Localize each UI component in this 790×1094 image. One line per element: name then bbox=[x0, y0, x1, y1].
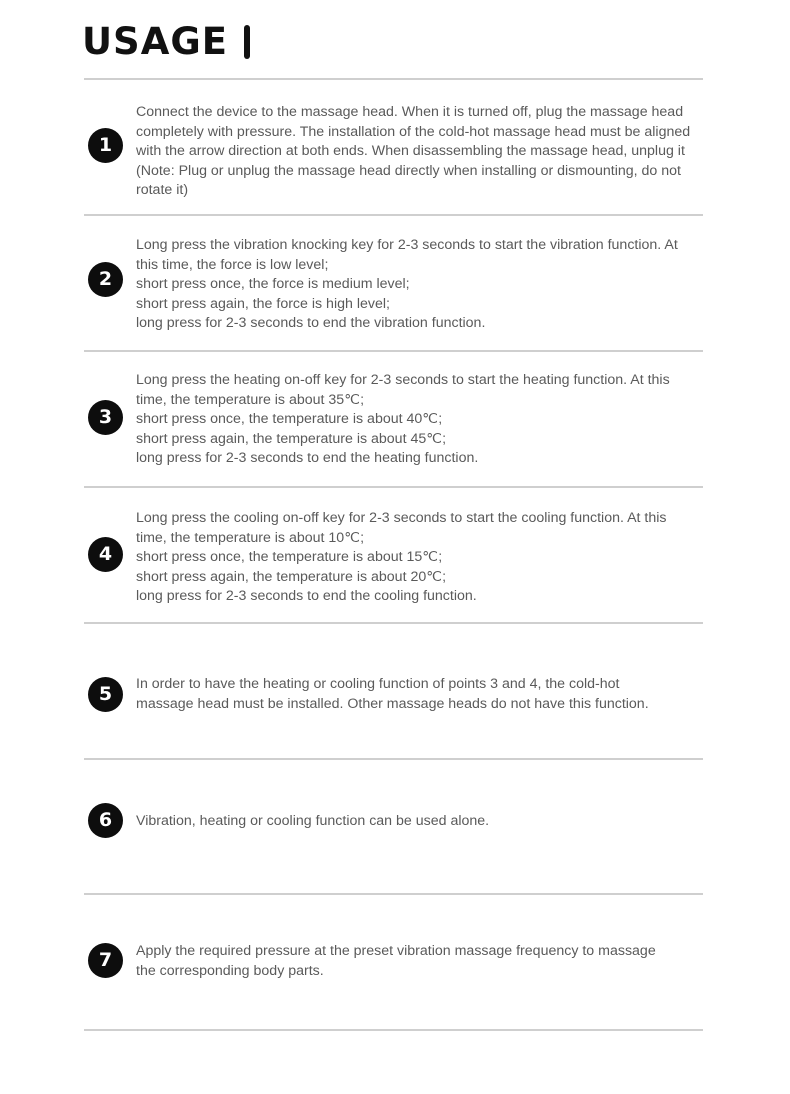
text-line: this time, the force is low level; bbox=[136, 256, 329, 273]
usage-item-text bbox=[136, 236, 716, 334]
divider bbox=[84, 622, 703, 624]
text-line: short press once, the force is medium level; bbox=[136, 276, 410, 293]
step-number-badge: 5 bbox=[88, 677, 123, 712]
text-line: short press again, the temperature is about 45℃; bbox=[136, 430, 447, 447]
text-line: (Note: Plug or unplug the massage head directly when installing or dismounting, do not bbox=[136, 162, 681, 179]
text-line: long press for 2-3 seconds to end the cooling function. bbox=[136, 588, 477, 605]
usage-item-1 bbox=[84, 103, 712, 203]
usage-item-text bbox=[136, 812, 716, 832]
text-line: short press once, the temperature is about 40℃; bbox=[136, 411, 443, 428]
text-line: long press for 2-3 seconds to end the vibration function. bbox=[136, 315, 486, 332]
usage-item-text bbox=[136, 942, 716, 981]
step-number-badge: 6 bbox=[88, 803, 123, 838]
step-number-badge: 2 bbox=[88, 262, 123, 297]
text-line: rotate it) bbox=[136, 182, 189, 199]
text-line: Connect the device to the massage head. When it is turned off, plug the massage head bbox=[136, 104, 684, 120]
text-line: Apply the required pressure at the preset vibration massage frequency to massage bbox=[136, 943, 656, 959]
text-line: Vibration, heating or cooling function can be used alone. bbox=[136, 813, 490, 829]
text-line: with the arrow direction at both ends. When disassembling the massage head, unplug it bbox=[136, 143, 685, 160]
divider bbox=[84, 893, 703, 895]
divider bbox=[84, 758, 703, 760]
usage-item-2 bbox=[84, 236, 712, 336]
text-line: time, the temperature is about 10℃; bbox=[136, 529, 365, 546]
usage-item-5 bbox=[84, 675, 712, 720]
usage-item-text bbox=[136, 371, 716, 469]
text-line: completely with pressure. The installation of the cold-hot massage head must be aligned bbox=[136, 123, 691, 140]
usage-item-4 bbox=[84, 509, 712, 609]
usage-item-3 bbox=[84, 371, 712, 471]
usage-item-6 bbox=[84, 803, 712, 843]
text-line: the corresponding body parts. bbox=[136, 962, 324, 979]
divider bbox=[84, 78, 703, 80]
text-line: In order to have the heating or cooling function of points 3 and 4, the cold-hot bbox=[136, 676, 620, 692]
step-number-badge: 1 bbox=[88, 128, 123, 163]
step-number-badge: 7 bbox=[88, 943, 123, 978]
page-title-text: USAGE bbox=[82, 20, 228, 63]
step-number-badge: 3 bbox=[88, 400, 123, 435]
usage-item-text bbox=[136, 675, 716, 714]
text-line: long press for 2-3 seconds to end the heating function. bbox=[136, 450, 479, 467]
divider bbox=[84, 486, 703, 488]
text-line: short press once, the temperature is about 15℃; bbox=[136, 549, 443, 566]
step-number-badge: 4 bbox=[88, 537, 123, 572]
divider bbox=[84, 1029, 703, 1031]
text-line: time, the temperature is about 35℃; bbox=[136, 391, 365, 408]
usage-item-text bbox=[136, 103, 716, 201]
page-title bbox=[82, 18, 250, 66]
text-line: massage head must be installed. Other massage heads do not have this function. bbox=[136, 695, 649, 712]
text-line: Long press the cooling on-off key for 2-3 seconds to start the cooling function. At this bbox=[136, 510, 667, 526]
divider bbox=[84, 214, 703, 216]
text-line: short press again, the force is high level; bbox=[136, 295, 390, 312]
text-line: short press again, the temperature is about 20℃; bbox=[136, 568, 447, 585]
usage-item-7 bbox=[84, 942, 712, 987]
text-line: Long press the heating on-off key for 2-3 seconds to start the heating function. At this bbox=[136, 372, 670, 388]
title-accent-bar bbox=[244, 25, 250, 59]
divider bbox=[84, 350, 703, 352]
usage-item-text bbox=[136, 509, 716, 607]
text-line: Long press the vibration knocking key for 2-3 seconds to start the vibration function. At bbox=[136, 237, 678, 253]
